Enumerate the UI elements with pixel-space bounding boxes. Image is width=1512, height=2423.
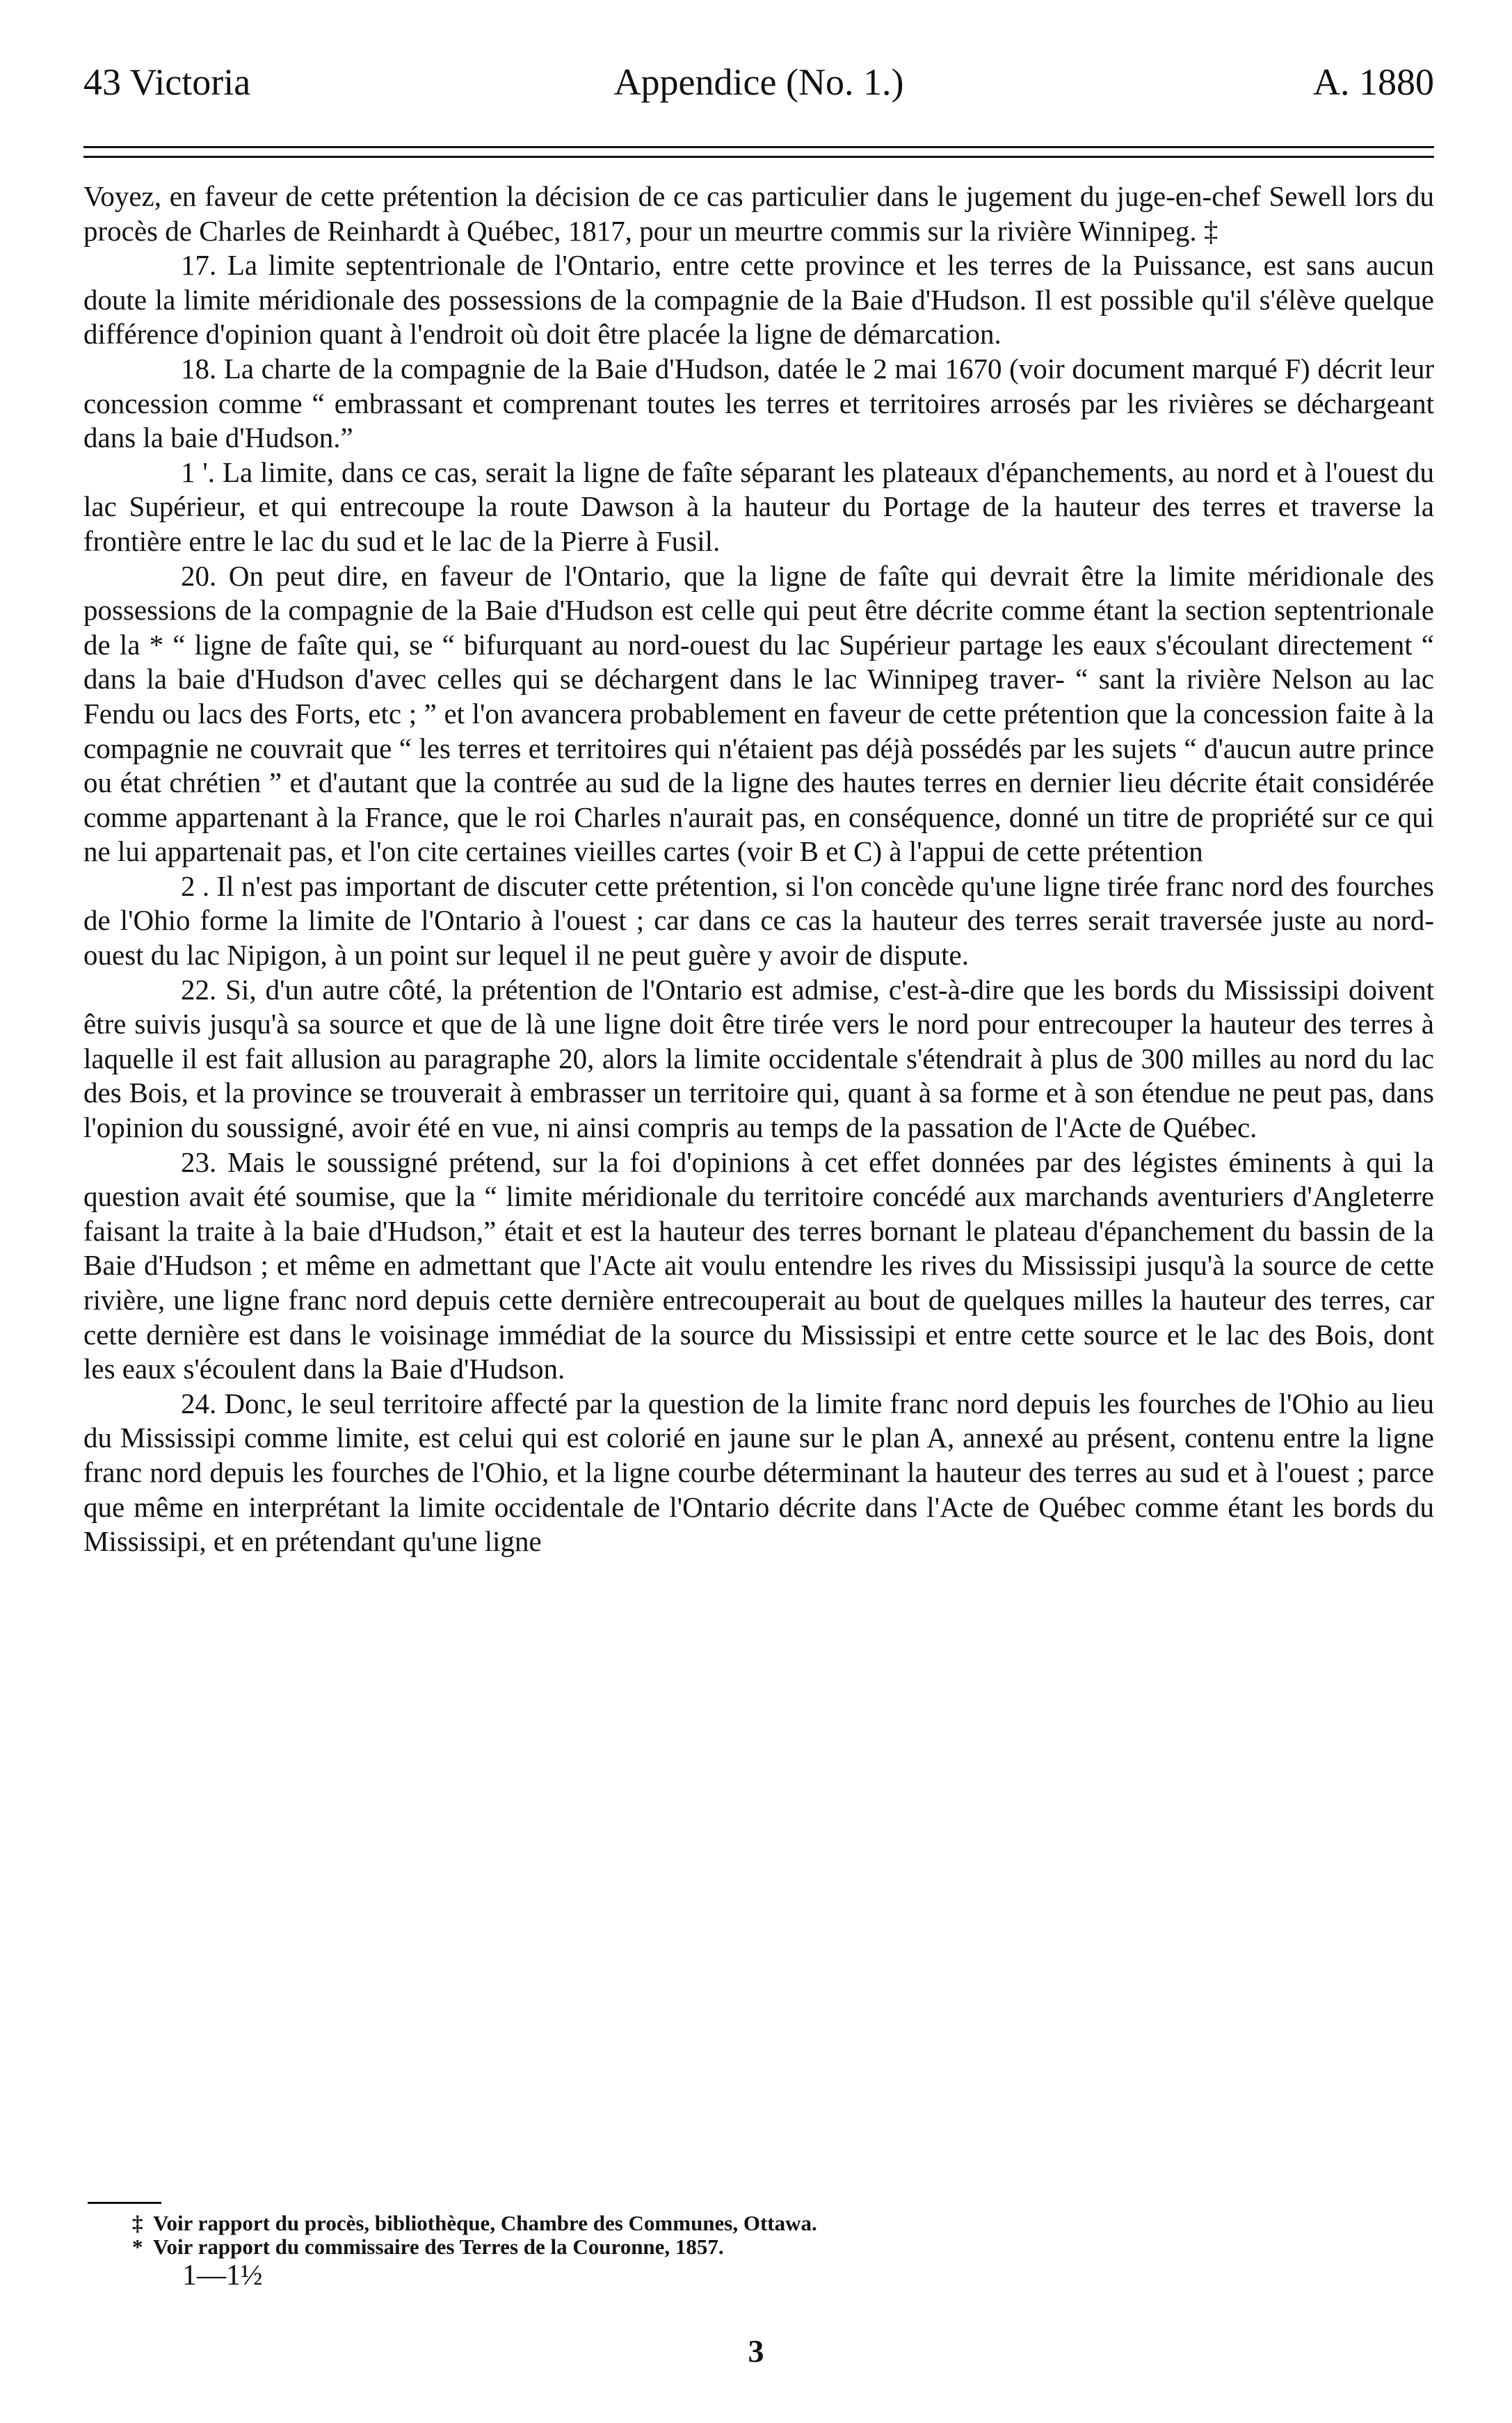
paragraph-20: 20. On peut dire, en faveur de l'Ontario, que la ligne de faîte qui devrait être la limite méridionale des possessions de la compagnie de la Baie d'Hudson est celle qui peut être décrite comme étant la section septentrionale de la * “ ligne de faîte qui, se “ bifurquant au nord-ouest du lac Supérieur partage les eaux s'écoulant directement “ dans la baie d'Hudson d'avec celles qui se déchargent dans le lac Winnipeg traver- “ sant la rivière Nelson au lac Fendu ou lacs des Forts, etc ; ” et l'on avancera probablement en faveur de cette prétention que la concession faite à la compagnie ne couvrait que “ les terres et territoires qui n'étaient pas déjà possédés par les sujets “ d'aucun autre prince ou état chrétien ” et d'autant que la contrée au sud de la ligne des hautes terres en dernier lieu décrite était considérée comme appartenant à la France, que le roi Charles n'aurait pas, en conséquence, donné un titre de propriété sur ce qui ne lui appartenait pas, et l'on cite certaines vieilles cartes (voir B et C) à l'appui de cette prétention	[83, 559, 1434, 868]
page-header	[83, 54, 1434, 110]
page-number: 3	[748, 2333, 764, 2369]
printer-signature: 1—1½	[182, 2260, 263, 2292]
paragraph-22: 22. Si, d'un autre côté, la prétention de l'Ontario est admise, c'est-à-dire que les bords du Mississipi doivent être suivis jusqu'à sa source et que de là une ligne doit être tirée vers le nord pour entrecouper la hauteur des terres à laquelle il est fait allusion au paragraphe 20, alors la limite occidentale s'étendrait à plus de 300 milles au nord du lac des Bois, et la province se trouverait à embrasser un territoire qui, quant à sa forme et à son étendue ne peut pas, dans l'opinion du soussigné, avoir été en vue, ni ainsi compris au temps de la passation de l'Acte de Québec.	[83, 973, 1434, 1144]
footnote-rule	[88, 2202, 161, 2204]
header-volume: 43 Victoria	[83, 61, 251, 103]
header-rule-bottom	[83, 156, 1434, 158]
footnote-mark: *	[132, 2235, 143, 2259]
paragraph-19: 1 '. La limite, dans ce cas, serait la ligne de faîte séparant les plateaux d'épanchements, au nord et à l'ouest du lac Supérieur, et qui entrecoupe la route Dawson à la hauteur du Portage de la hauteur des terres et traverse la frontière entre le lac du sud et le lac de la Pierre à Fusil.	[83, 456, 1434, 557]
paragraph-21: 2 . Il n'est pas important de discuter cette prétention, si l'on concède qu'une ligne tirée franc nord des fourches de l'Ohio forme la limite de l'Ontario à l'ouest ; car dans ce cas la hauteur des terres serait traversée juste au nord-ouest du lac Nipigon, à un point sur lequel il ne peut guère y avoir de dispute.	[83, 869, 1434, 972]
footnote-mark: ‡	[132, 2211, 143, 2235]
header-appendix: Appendice (No. 1.)	[613, 61, 904, 103]
paragraph-23: 23. Mais le soussigné prétend, sur la foi d'opinions à cet effet données par des légistes éminents à qui la question avait été soumise, que la “ limite méridionale du territoire concédé aux marchands aventuriers d'Angleterre faisant la traite à la baie d'Hudson,” était et est la hauteur des terres bornant le plateau d'épanchement du bassin de la Baie d'Hudson ; et même en admettant que l'Acte ait voulu entendre les rives du Mississipi jusqu'à la source de cette rivière, une ligne franc nord depuis cette dernière entrecouperait au bout de quelques milles la hauteur des terres, car cette dernière est dans le voisinage immédiat de la source du Mississipi et entre cette source et le lac des Bois, dont les eaux s'écoulent dans la Baie d'Hudson.	[83, 1145, 1434, 1385]
paragraph-24: 24. Donc, le seul territoire affecté par la question de la limite franc nord depuis les fourches de l'Ohio au lieu du Mississipi comme limite, est celui qui est colorié en jaune sur le plan A, annexé au présent, contenu entre la ligne franc nord depuis les fourches de l'Ohio, et la ligne courbe déterminant la hauteur des terres au sud et à l'ouest ; parce que même en interprétant la limite occidentale de l'Ontario décrite dans l'Acte de Québec comme étant les bords du Mississipi, et en prétendant qu'une ligne	[83, 1387, 1434, 1558]
paragraph-continuation: Voyez, en faveur de cette prétention la décision de ce cas particulier dans le jugement du juge-en-chef Sewell lors du procès de Charles de Reinhardt à Québec, 1817, pour un meurtre commis sur la rivière Winnipeg. ‡	[83, 180, 1434, 247]
footnote-text: Voir rapport du commissaire des Terres de la Couronne, 1857.	[153, 2235, 724, 2259]
paragraph-18: 18. La charte de la compagnie de la Baie d'Hudson, datée le 2 mai 1670 (voir document marqué F) décrit leur concession comme “ embrassant et comprenant toutes les terres et territoires arrosés par les rivières se déchargeant dans la baie d'Hudson.”	[83, 352, 1434, 454]
paragraph-17: 17. La limite septentrionale de l'Ontario, entre cette province et les terres de la Puissance, est sans aucun doute la limite méridionale des possessions de la compagnie de la Baie d'Hudson. Il est possible qu'il s'élève quelque différence d'opinion quant à l'endroit où doit être placée la ligne de démarcation.	[83, 249, 1434, 351]
header-rule-top	[83, 146, 1434, 148]
footnotes	[132, 2212, 1175, 2259]
footnote	[132, 2235, 1175, 2259]
body-text	[83, 179, 1434, 1559]
footnote-text: Voir rapport du procès, bibliothèque, Chambre des Communes, Ottawa.	[153, 2211, 817, 2235]
footnote	[132, 2212, 1175, 2235]
header-year: A. 1880	[1313, 61, 1434, 103]
